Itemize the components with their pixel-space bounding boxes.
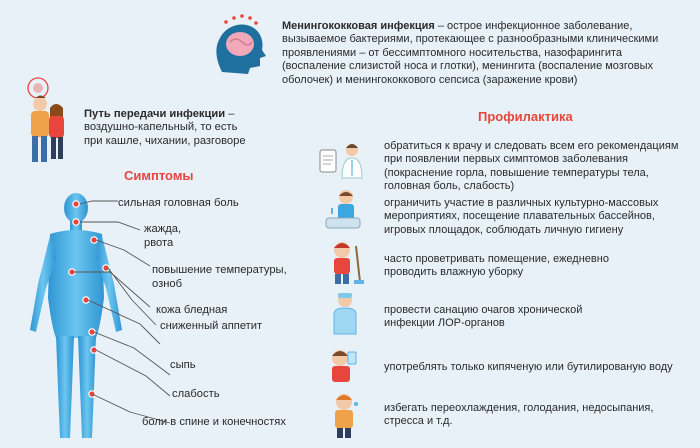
prevention-line: инфекции ЛОР-органов — [384, 317, 505, 330]
prevention-line: избегать переохлаждения, голодания, недосыпания, — [384, 402, 654, 414]
transmission-line: – — [225, 108, 235, 120]
transmission-title: Путь передачи инфекции — [84, 108, 226, 120]
prevention-line: игровых площадок, соблюдать личную гигиену — [384, 223, 624, 236]
intro-line: (воспаление слизистой носа и глотки), менингита (воспаление мозговых — [282, 60, 653, 73]
doctor-clipboard-icon — [316, 140, 368, 180]
prevention-line: часто проветривать помещение, ежедневно — [384, 253, 609, 265]
prevention-item — [384, 140, 694, 193]
doctor-icon — [326, 292, 364, 336]
prevention-item — [384, 253, 694, 280]
symptom-label: сыпь — [170, 359, 196, 371]
intro-line: оболочек) и менингококкового сепсиса (заражение крови) — [282, 73, 578, 86]
intro-line: проявлениями – от бессимптомного носительства, назофарингита — [282, 46, 622, 59]
symptom-label: кожа бледная — [156, 304, 228, 316]
prevention-item — [384, 402, 694, 429]
symptoms-title: Симптомы — [124, 168, 194, 183]
prevention-line: мероприятиях, посещение плавательных бассейнов, — [384, 210, 655, 223]
prevention-line: стресса и т.д. — [384, 415, 453, 428]
prevention-item — [384, 304, 694, 331]
symptom-label: сниженный аппетит — [160, 320, 263, 332]
transmission-line: воздушно-капельный, то есть — [84, 121, 238, 134]
prevention-item — [384, 197, 694, 237]
prevention-line: провести санацию очагов хронической — [384, 304, 583, 316]
prevention-line: ограничить участие в различных культурно-массовых — [384, 197, 659, 209]
child-with-mop-icon — [324, 240, 366, 286]
prevention-line: проводить влажную уборку — [384, 266, 524, 279]
intro-line: – острое инфекционное заболевание, — [434, 20, 633, 32]
symptom-label: рвота — [144, 237, 174, 249]
symptom-label: боли в спине и конечностях — [142, 416, 286, 428]
symptom-label: слабость — [172, 388, 220, 400]
prevention-title: Профилактика — [478, 109, 573, 124]
prevention-line: употреблять только кипяченую или бутилированую воду — [384, 361, 673, 373]
prevention-item — [384, 361, 694, 374]
sick-child-icon — [326, 392, 366, 440]
prevention-line: головная боль, слабость) — [384, 179, 515, 192]
symptom-label: озноб — [152, 278, 183, 290]
child-washing-hands-icon — [322, 188, 366, 232]
transmission-line: при кашле, чихании, разговоре — [84, 134, 246, 147]
child-drinking-icon — [324, 346, 368, 388]
prevention-line: обратиться к врачу и следовать всем его рекомендациям — [384, 140, 679, 152]
intro-title: Менингококковая инфекция — [282, 20, 435, 32]
symptom-label: жажда, — [144, 223, 182, 235]
prevention-line: (покраснение горла, повышение температуры тела, — [384, 166, 649, 179]
symptom-label: повышение температуры, — [152, 264, 287, 276]
symptom-label: сильная головная боль — [118, 197, 239, 209]
intro-line: вызываемое бактериями, протекающее с разнообразными клиническими — [282, 33, 659, 46]
prevention-line: при появлении первых симптомов заболевания — [384, 153, 629, 166]
